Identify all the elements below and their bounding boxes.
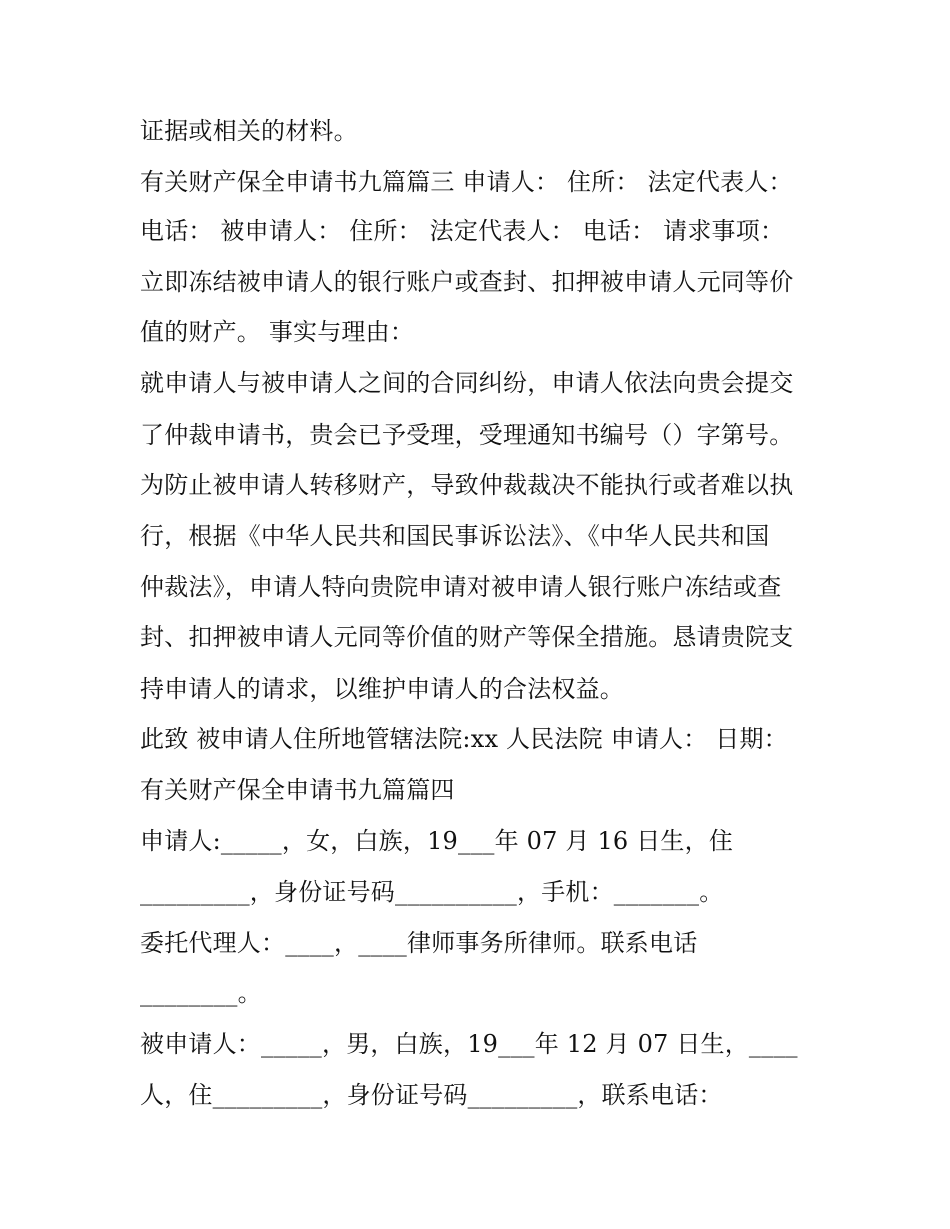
- text-line: 人，住_________，身份证号码_________，联系电话：: [140, 1081, 723, 1109]
- text-line: 就申请人与被申请人之间的合同纠纷，申请人依法向贵会提交: [140, 369, 794, 397]
- text-line: 行，根据《中华人民共和国民事诉讼法》、《中华人民共和国: [140, 522, 770, 550]
- text-line: 持申请人的请求，以维护申请人的合法权益。: [140, 675, 624, 703]
- section-heading: 有关财产保全申请书九篇篇四: [140, 776, 455, 804]
- text-line: 有关财产保全申请书九篇篇三 申请人： 住所： 法定代表人：: [140, 168, 793, 196]
- text-line: 此致 被申请人住所地管辖法院:xx 人民法院 申请人： 日期：: [140, 725, 788, 753]
- text-line: 委托代理人：____，____律师事务所律师。联系电话: [140, 929, 698, 957]
- text-line: 证据或相关的材料。: [140, 117, 358, 145]
- text-line: ________。: [140, 979, 262, 1007]
- text-line: _________，身份证号码__________，手机：_______。: [140, 878, 724, 906]
- text-line: 电话： 被申请人： 住所： 法定代表人： 电话： 请求事项：: [140, 217, 785, 245]
- text-line: 封、扣押被申请人元同等价值的财产等保全措施。恳请贵院支: [140, 623, 794, 651]
- text-line: 仲裁法》，申请人特向贵院申请对被申请人银行账户冻结或查: [140, 573, 782, 601]
- text-line: 值的财产。 事实与理由：: [140, 318, 415, 346]
- text-line: 被申请人：_____，男，白族，19___年 12 月 07 日生，____: [140, 1030, 798, 1058]
- text-line: 了仲裁申请书，贵会已予受理，受理通知书编号（）字第号。: [140, 421, 794, 449]
- text-line: 立即冻结被申请人的银行账户或查封、扣押被申请人元同等价: [140, 268, 794, 296]
- text-line: 申请人:_____，女，白族，19___年 07 月 16 日生，住: [140, 827, 734, 855]
- text-line: 为防止被申请人转移财产，导致仲裁裁决不能执行或者难以执: [140, 471, 794, 499]
